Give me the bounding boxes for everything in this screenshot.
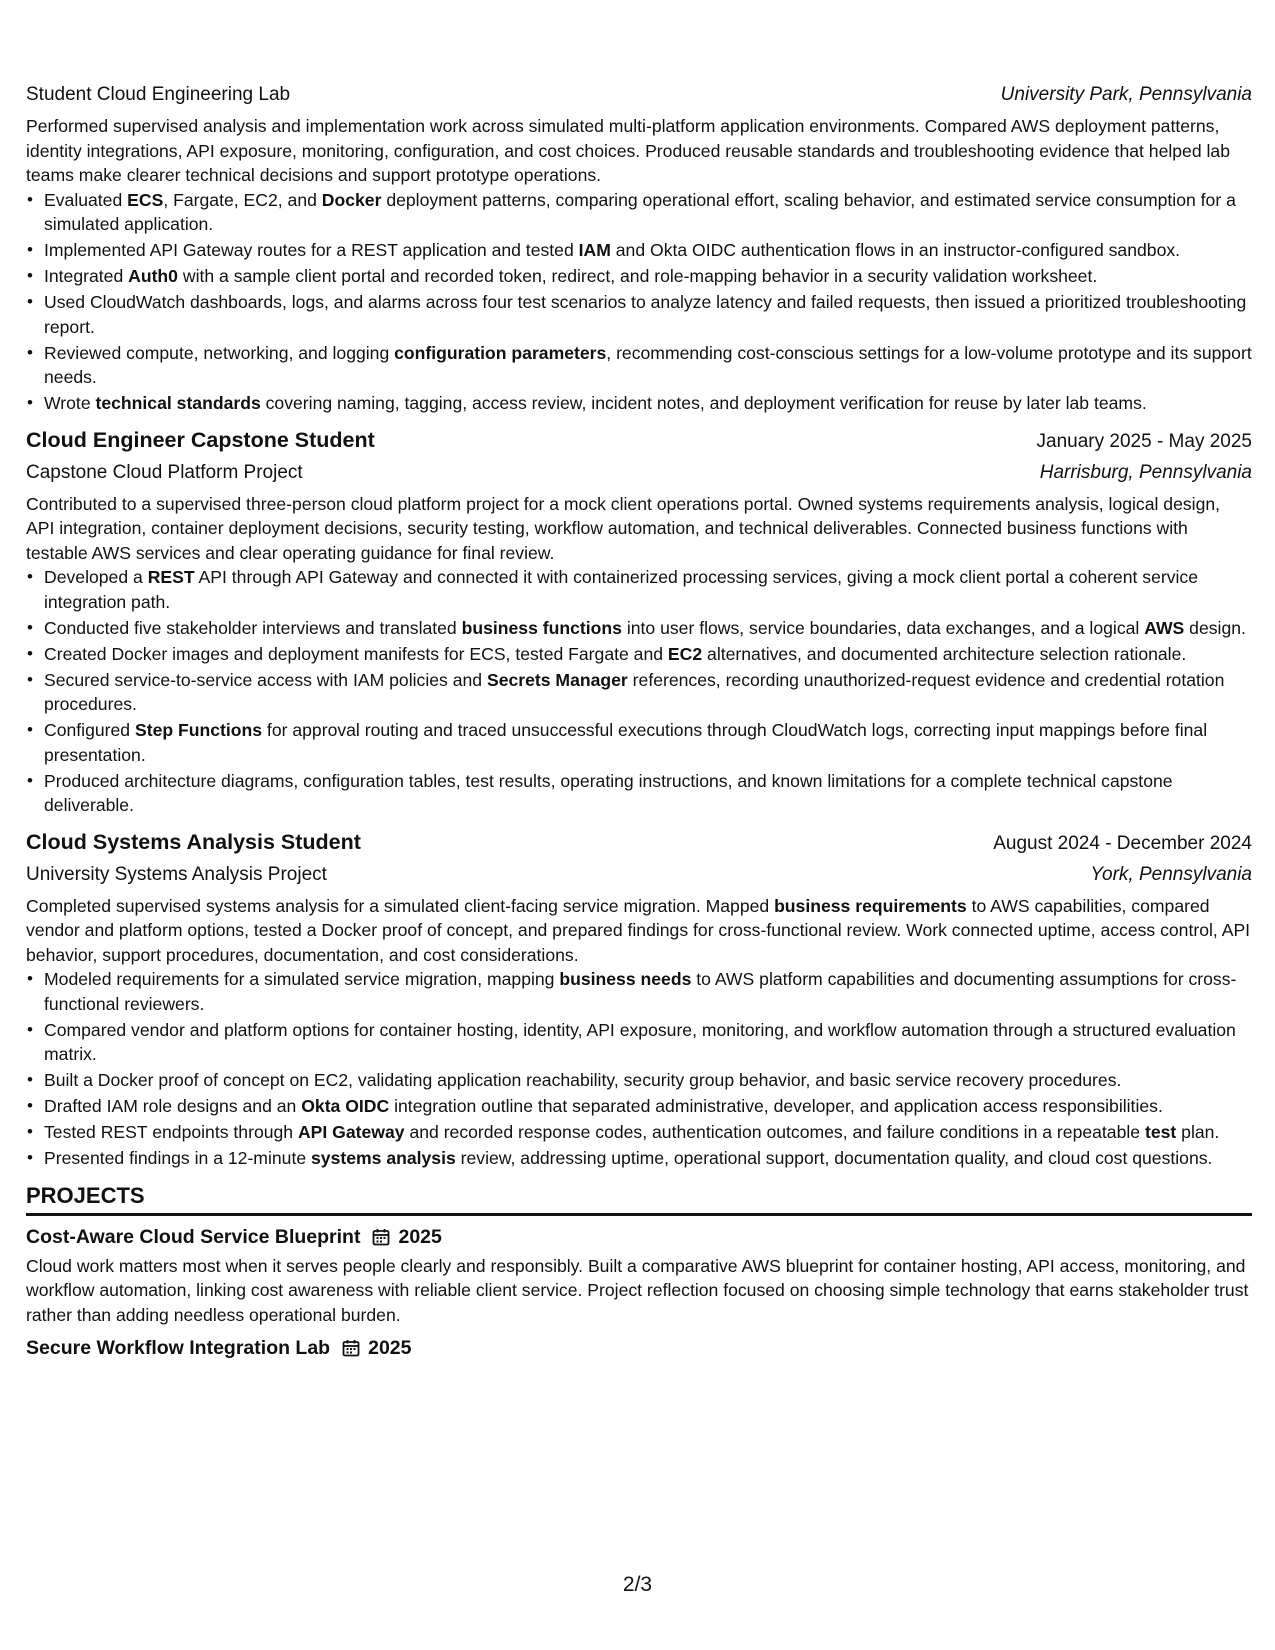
experience-summary: Contributed to a supervised three-person cloud platform project for a mock client operations portal. Owned systems requirements analysis, logical design, API integration, container deployment decisions, security testing, workflow automation, and technical deliverables. Connected business functions with testable AWS services and clear operating guidance for final review. (26, 493, 1221, 563)
emphasized-term: business functions (461, 617, 622, 638)
project-description: Cloud work matters most when it serves people clearly and responsibly. Built a comparative AWS blueprint for container hosting, API access, monitoring, and workflow automation, linking cost awareness with reliable client service. Project reflection focused on choosing simple technology that earns stakeholder trust rather than adding needless operational burden. (26, 1255, 1249, 1325)
bullet-item: • Produced architecture diagrams, configuration tables, test results, operating instructions, and known limitations for a complete technical capstone deliverable. (44, 769, 1252, 818)
bullet-item: • Integrated Auth0 with a sample client portal and recorded token, redirect, and role-mapping behavior in a security validation worksheet. (44, 264, 1252, 289)
location: York, Pennsylvania (1090, 863, 1252, 885)
bullet-item: • Configured Step Functions for approval routing and traced unsuccessful executions through CloudWatch logs, correcting input mappings before final presentation. (44, 718, 1252, 767)
experience-summary: Completed supervised systems analysis for a simulated client-facing service migration. Mapped business requirements to AWS capabilities, compared vendor and platform options, tested a Docker proof of concept, and prepared findings for cross-functional review. Work connected uptime, access control, API behavior, support procedures, documentation, and cost considerations. (26, 895, 1251, 965)
emphasized-term: Okta OIDC (301, 1096, 390, 1116)
emphasized-term: Secrets Manager (486, 669, 628, 690)
project-title: Secure Workflow Integration Lab (26, 1337, 331, 1359)
org-row (26, 860, 1252, 890)
bullet-list (26, 967, 1252, 1171)
calendar-icon (372, 1228, 390, 1246)
date-range: January 2025 - May 2025 (1036, 430, 1252, 452)
bullet-item: • Presented findings in a 12-minute systems analysis review, addressing uptime, operational support, documentation quality, and cloud cost questions. (44, 1146, 1252, 1171)
emphasized-term: REST (147, 567, 195, 587)
bullet-item: • Used CloudWatch dashboards, logs, and alarms across four test scenarios to analyze latency and failed requests, then issued a prioritized troubleshooting report. (44, 290, 1252, 339)
bullet-item: • Developed a REST API through API Gateway and connected it with containerized processing services, giving a mock client portal a coherent service integration path. (44, 565, 1252, 614)
organization-name: University Systems Analysis Project (26, 863, 327, 885)
experience-summary: Performed supervised analysis and implementation work across simulated multi-platform application environments. Compared AWS deployment patterns, identity integrations, API exposure, monitoring, configuration, and cost choices. Produced reusable standards and troubleshooting evidence that helped lab teams make clearer technical decisions and support prototype operations. (26, 116, 1230, 185)
emphasized-term: API Gateway (297, 1122, 405, 1142)
organization-name: Student Cloud Engineering Lab (26, 84, 291, 105)
role-row (26, 424, 1252, 458)
role-row (26, 826, 1252, 860)
bullet-item: • Drafted IAM role designs and an Okta OIDC integration outline that separated administrative, developer, and application access responsibilities. (44, 1094, 1252, 1119)
calendar-icon (342, 1339, 360, 1357)
experience-entry (26, 80, 1252, 416)
bullet-item: • Tested REST endpoints through API Gateway and recorded response codes, authentication outcomes, and failure conditions in a repeatable test plan. (44, 1120, 1252, 1145)
emphasized-term: Auth0 (128, 266, 178, 286)
bullet-item: • Reviewed compute, networking, and logging configuration parameters, recommending cost-conscious settings for a low-volume prototype and its support needs. (44, 341, 1252, 390)
project-entry (26, 1333, 1252, 1363)
project-entry (26, 1222, 1252, 1328)
role-title: Cloud Engineer Capstone Student (26, 427, 375, 452)
bullet-item: • Built a Docker proof of concept on EC2, validating application reachability, security group behavior, and basic service recovery procedures. (44, 1068, 1252, 1093)
bullet-item: • Implemented API Gateway routes for a REST application and tested IAM and Okta OIDC authentication flows in an instructor-configured sandbox. (44, 238, 1252, 263)
emphasized-term: business needs (559, 969, 692, 989)
date-range: August 2024 - December 2024 (993, 832, 1252, 854)
project-title: Cost-Aware Cloud Service Blueprint (26, 1225, 361, 1248)
org-row (26, 458, 1252, 488)
project-title-row (26, 1333, 1252, 1363)
org-row (26, 80, 1252, 110)
emphasized-term: Step Functions (134, 720, 263, 740)
emphasized-term: AWS (1144, 617, 1185, 638)
bullet-item: • Compared vendor and platform options for container hosting, identity, API exposure, monitoring, and workflow automation through a structured evaluation matrix. (44, 1018, 1252, 1067)
page-number: 2/3 (622, 1573, 653, 1596)
bullet-item: • Wrote technical standards covering naming, tagging, access review, incident notes, and deployment verification for reuse by later lab teams. (44, 391, 1252, 416)
bullet-list (26, 565, 1252, 818)
organization-name: Capstone Cloud Platform Project (26, 461, 303, 483)
bullet-item: • Created Docker images and deployment manifests for ECS, tested Fargate and EC2 alternatives, and documented architecture selection rationale. (44, 642, 1252, 667)
location: University Park, Pennsylvania (1000, 84, 1252, 105)
project-title-row (26, 1222, 1252, 1252)
emphasized-term: IAM (578, 240, 611, 260)
emphasized-term: ECS (127, 189, 164, 210)
location: Harrisburg, Pennsylvania (1039, 461, 1252, 483)
resume-page (26, 80, 1252, 1363)
project-year: 2025 (368, 1337, 412, 1359)
section-heading-projects: PROJECTS (26, 1181, 1252, 1216)
bullet-list (26, 188, 1252, 416)
experience-entry (26, 826, 1252, 1171)
emphasized-term: business requirements (774, 895, 967, 916)
emphasized-term: systems analysis (311, 1148, 456, 1168)
project-year: 2025 (398, 1225, 442, 1248)
emphasized-term: configuration parameters (394, 342, 607, 363)
role-title: Cloud Systems Analysis Student (26, 829, 361, 854)
emphasized-term: Docker (321, 189, 382, 210)
experience-entry (26, 424, 1252, 818)
bullet-item: • Modeled requirements for a simulated service migration, mapping business needs to AWS platform capabilities and documenting assumptions for cross-functional reviewers. (44, 967, 1252, 1016)
bullet-item: • Secured service-to-service access with IAM policies and Secrets Manager references, recording unauthorized-request evidence and credential rotation procedures. (44, 668, 1252, 717)
emphasized-term: test (1144, 1122, 1177, 1142)
emphasized-term: EC2 (667, 643, 703, 664)
bullet-item: • Evaluated ECS, Fargate, EC2, and Docker deployment patterns, comparing operational effort, scaling behavior, and estimated service consumption for a simulated application. (44, 188, 1252, 237)
bullet-item: • Conducted five stakeholder interviews and translated business functions into user flows, service boundaries, data exchanges, and a logical AWS design. (44, 616, 1252, 641)
emphasized-term: technical standards (95, 393, 261, 413)
